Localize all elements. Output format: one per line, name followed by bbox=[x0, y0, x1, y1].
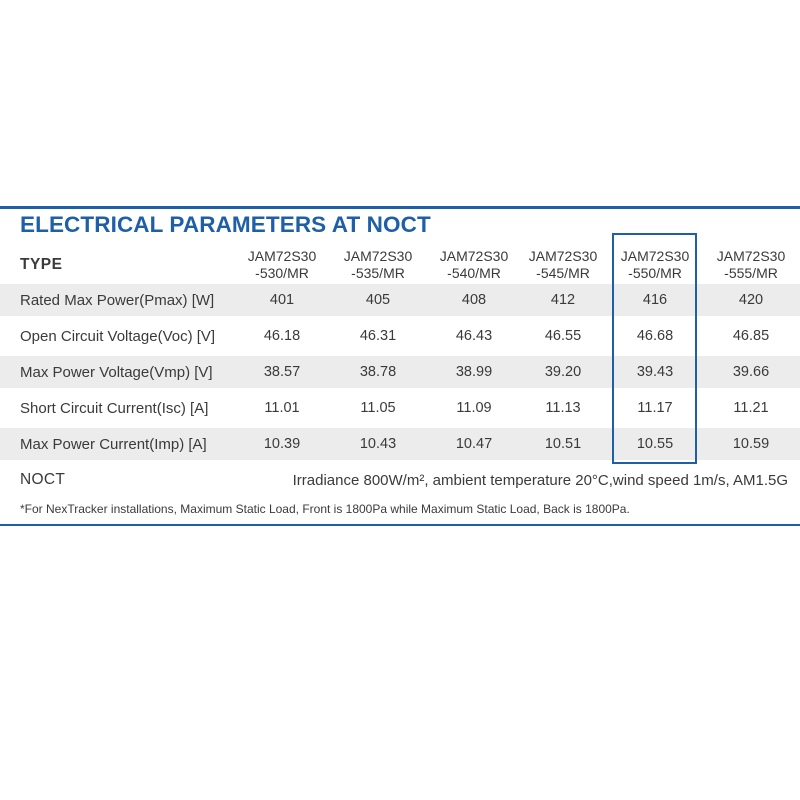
section-title: ELECTRICAL PARAMETERS AT NOCT bbox=[20, 212, 431, 237]
model-header-555 bbox=[703, 248, 799, 282]
bottom-rule bbox=[0, 524, 800, 526]
table-cell: 420 bbox=[738, 292, 764, 308]
model-header-line1: JAM72S30 bbox=[620, 248, 690, 264]
row-label-isc: Short Circuit Current(Isc) [A] bbox=[20, 400, 209, 417]
model-header-535 bbox=[330, 248, 426, 282]
table-cell: 39.66 bbox=[732, 364, 770, 380]
table-cell: 11.01 bbox=[264, 400, 300, 416]
model-header-line1: JAM72S30 bbox=[528, 248, 598, 264]
type-label: TYPE bbox=[20, 256, 63, 273]
model-header-530 bbox=[234, 248, 330, 282]
table-cell: 38.57 bbox=[263, 364, 301, 380]
row-label-imp: Max Power Current(Imp) [A] bbox=[20, 436, 207, 453]
table-cell: 46.68 bbox=[636, 328, 674, 344]
model-header-line1: JAM72S30 bbox=[247, 248, 317, 264]
table-cell: 39.20 bbox=[544, 364, 582, 380]
table-cell: 10.55 bbox=[636, 436, 674, 452]
model-header-line2: -530/MR bbox=[255, 265, 309, 281]
top-rule bbox=[0, 206, 800, 209]
highlighted-column-box bbox=[612, 233, 697, 464]
table-cell: 46.31 bbox=[359, 328, 397, 344]
table-cell: 46.55 bbox=[544, 328, 582, 344]
table-cell: 10.59 bbox=[732, 436, 770, 452]
table-cell: 11.13 bbox=[545, 400, 581, 416]
model-header-line2: -555/MR bbox=[724, 265, 778, 281]
table-cell: 401 bbox=[269, 292, 295, 308]
model-header-line1: JAM72S30 bbox=[439, 248, 509, 264]
model-header-line2: -545/MR bbox=[536, 265, 590, 281]
table-cell: 408 bbox=[461, 292, 487, 308]
model-header-line1: JAM72S30 bbox=[343, 248, 413, 264]
table-cell: 38.78 bbox=[359, 364, 397, 380]
table-cell: 10.47 bbox=[455, 436, 493, 452]
noct-description: Irradiance 800W/m², ambient temperature 20°C,wind speed 1m/s, AM1.5G bbox=[292, 472, 788, 489]
table-cell: 11.21 bbox=[733, 400, 769, 416]
table-cell: 46.85 bbox=[732, 328, 770, 344]
table-cell: 46.18 bbox=[263, 328, 301, 344]
table-cell: 39.43 bbox=[636, 364, 674, 380]
table-cell: 10.39 bbox=[263, 436, 301, 452]
row-label-vmp: Max Power Voltage(Vmp) [V] bbox=[20, 364, 213, 381]
table-cell: 10.51 bbox=[544, 436, 582, 452]
model-header-line2: -550/MR bbox=[628, 265, 682, 281]
table-cell: 416 bbox=[642, 292, 668, 308]
table-cell: 46.43 bbox=[455, 328, 493, 344]
model-header-line2: -535/MR bbox=[351, 265, 405, 281]
model-header-545 bbox=[515, 248, 611, 282]
table-cell: 11.09 bbox=[456, 400, 492, 416]
table-cell: 10.43 bbox=[359, 436, 397, 452]
model-header-line1: JAM72S30 bbox=[716, 248, 786, 264]
model-header-line2: -540/MR bbox=[447, 265, 501, 281]
table-cell: 412 bbox=[550, 292, 576, 308]
table-cell: 405 bbox=[365, 292, 391, 308]
table-cell: 38.99 bbox=[455, 364, 493, 380]
row-label-pmax: Rated Max Power(Pmax) [W] bbox=[20, 292, 215, 309]
footnote: *For NexTracker installations, Maximum Static Load, Front is 1800Pa while Maximum Static Load, Back is 1800Pa. bbox=[20, 502, 630, 516]
table-cell: 11.05 bbox=[360, 400, 396, 416]
model-header-540 bbox=[426, 248, 522, 282]
noct-label: NOCT bbox=[20, 471, 66, 488]
table-cell: 11.17 bbox=[637, 400, 673, 416]
row-label-voc: Open Circuit Voltage(Voc) [V] bbox=[20, 328, 216, 345]
